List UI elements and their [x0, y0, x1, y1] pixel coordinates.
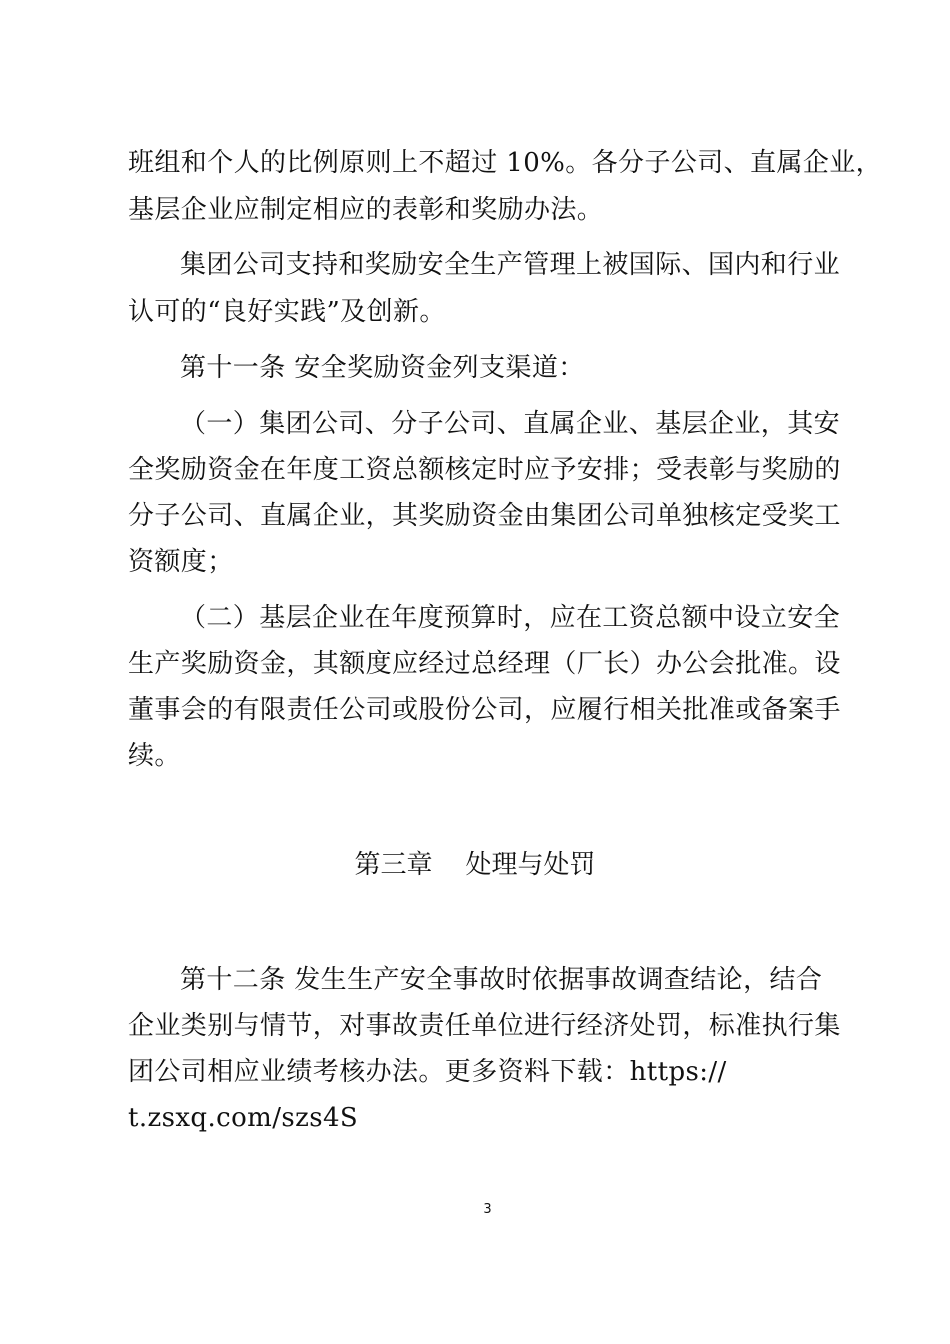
- paragraph-line: 续。: [128, 741, 181, 771]
- paragraph-line: 企业类别与情节，对事故责任单位进行经济处罚，标准执行集: [128, 1011, 841, 1041]
- paragraph-line: 分子公司、直属企业，其奖励资金由集团公司单独核定受奖工: [128, 501, 841, 531]
- paragraph-line: 集团公司支持和奖励安全生产管理上被国际、国内和行业: [180, 250, 841, 280]
- chapter-heading: 第三章 处理与处罚: [354, 850, 596, 880]
- article-heading-line: 第十一条 安全奖励资金列支渠道：: [180, 353, 585, 383]
- paragraph-line: 第十二条 发生生产安全事故时依据事故调查结论，结合: [180, 965, 823, 995]
- paragraph-line: t.zsxq.com/szs4S: [128, 1103, 359, 1133]
- paragraph-line: 全奖励资金在年度工资总额核定时应予安排；受表彰与奖励的: [128, 455, 841, 485]
- paragraph-line: 班组和个人的比例原则上不超过 10%。各分子公司、直属企业，: [128, 148, 883, 178]
- paragraph-line: 基层企业应制定相应的表彰和奖励办法。: [128, 195, 604, 225]
- paragraph-line: 董事会的有限责任公司或股份公司，应履行相关批准或备案手: [128, 695, 841, 725]
- paragraph-line: （一）集团公司、分子公司、直属企业、基层企业，其安: [180, 409, 841, 439]
- page-number: 3: [483, 1202, 492, 1217]
- paragraph-line: 生产奖励资金，其额度应经过总经理（厂长）办公会批准。设: [128, 649, 841, 679]
- paragraph-line: 认可的“良好实践”及创新。: [128, 297, 446, 327]
- paragraph-line: 团公司相应业绩考核办法。更多资料下载：https://: [128, 1057, 727, 1087]
- paragraph-line: 资额度；: [128, 547, 234, 577]
- paragraph-line: （二）基层企业在年度预算时，应在工资总额中设立安全: [180, 603, 841, 633]
